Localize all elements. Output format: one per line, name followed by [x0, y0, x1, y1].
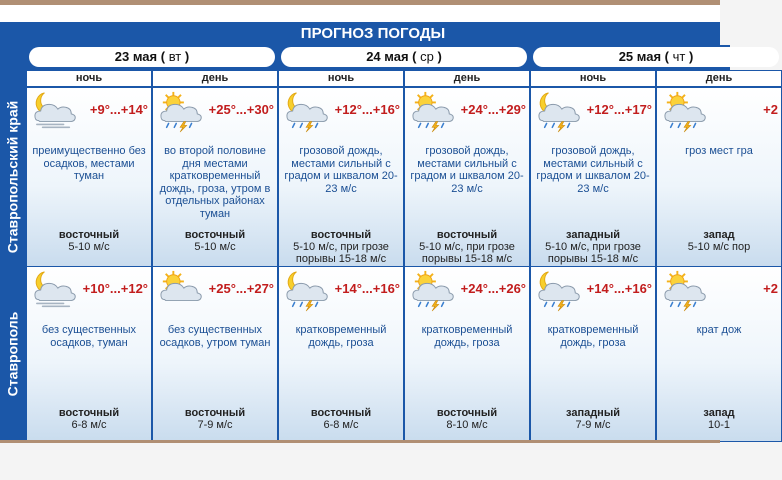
- day-pill-1: 23 мая ( вт ): [29, 47, 275, 67]
- wind-info: [406, 229, 528, 265]
- sun-cloud-rain-thunder-icon: [659, 90, 711, 130]
- weather-description: кратковременный дождь, гроза: [295, 324, 387, 349]
- temperature-range: +24°...+26°: [460, 281, 526, 296]
- temperature-range: +14°...+16°: [334, 281, 400, 296]
- wind-info: [658, 229, 780, 253]
- temperature-range: +12°...+16°: [334, 102, 400, 117]
- weather-description: преимущественно без осадков, местами туман: [32, 145, 146, 182]
- temperature-range: +25°...+27°: [208, 281, 274, 296]
- wind-speed: 10-1: [707, 419, 731, 431]
- wind-direction: восточный: [310, 407, 372, 419]
- forecast-cell: [26, 87, 152, 267]
- weather-description: грозовой дождь, местами сильный с градом и шквалом 20-23 м/с: [410, 145, 524, 195]
- forecast-cell: [656, 266, 782, 442]
- wind-info: [658, 407, 780, 431]
- forecast-cell: [278, 87, 404, 267]
- period-label: день: [152, 70, 278, 87]
- day-header-3: [530, 45, 730, 70]
- temperature-range: +10°...+12°: [82, 281, 148, 296]
- wind-direction: восточный: [436, 407, 498, 419]
- wind-speed: 7-9 м/с: [575, 419, 611, 431]
- wind-direction: восточный: [184, 407, 246, 419]
- forecast-cell: [530, 266, 656, 442]
- weather-description: без существенных осадков, туман: [41, 324, 137, 349]
- wind-info: [532, 407, 654, 431]
- weather-description: грозовой дождь, местами сильный с градом и шквалом 20-23 м/с: [284, 145, 398, 195]
- temperature-range: +2: [763, 281, 778, 296]
- region-label: Ставрополь: [1, 267, 25, 440]
- sun-cloud-rain-thunder-icon: [407, 269, 459, 309]
- moon-cloud-fog-icon: [29, 90, 81, 130]
- forecast-cell: [26, 266, 152, 442]
- temperature-range: +24°...+29°: [460, 102, 526, 117]
- temperature-range: +25°...+30°: [208, 102, 274, 117]
- day-pill-2: 24 мая ( ср ): [281, 47, 527, 67]
- temperature-range: +2: [763, 102, 778, 117]
- wind-info: [154, 407, 276, 431]
- wind-direction: западный: [566, 229, 620, 241]
- period-label: день: [404, 70, 530, 87]
- temperature-range: +12°...+17°: [586, 102, 652, 117]
- day-header-1: [26, 45, 278, 70]
- forecast-cell: [530, 87, 656, 267]
- forecast-cell: [278, 266, 404, 442]
- weather-description: без существенных осадков, утром туман: [159, 324, 271, 349]
- wind-speed: 5-10 м/с пор: [687, 241, 751, 253]
- forecast-cell: [152, 87, 278, 267]
- wind-direction: восточный: [58, 229, 120, 241]
- forecast-cell: [404, 266, 530, 442]
- wind-info: [154, 229, 276, 253]
- period-label: ночь: [26, 70, 152, 87]
- weather-description: гроз мест гра: [685, 145, 753, 157]
- wind-direction: запад: [703, 407, 735, 419]
- day-pill-3: 25 мая ( чт ): [533, 47, 779, 67]
- wind-speed: 5-10 м/с, при грозе порывы 15-18 м/с: [419, 241, 515, 265]
- forecast-cell: [656, 87, 782, 267]
- weather-description: кратковременный дождь, гроза: [421, 324, 513, 349]
- wind-speed: 6-8 м/с: [323, 419, 359, 431]
- wind-speed: 5-10 м/с, при грозе порывы 15-18 м/с: [545, 241, 641, 265]
- wind-direction: западный: [566, 407, 620, 419]
- weather-description: крат дож: [696, 324, 742, 336]
- sun-cloud-icon: [155, 269, 207, 309]
- wind-info: [28, 229, 150, 253]
- weather-description: во второй половине дня местами кратковременный дождь, гроза, утром в отдельных районах туман: [159, 145, 271, 220]
- wind-direction: восточный: [436, 229, 498, 241]
- wind-direction: восточный: [310, 229, 372, 241]
- temperature-range: +9°...+14°: [89, 102, 148, 117]
- wind-direction: запад: [703, 229, 735, 241]
- moon-cloud-fog-icon: [29, 269, 81, 309]
- moon-cloud-rain-thunder-icon: [533, 269, 585, 309]
- forecast-cell: [152, 266, 278, 442]
- moon-cloud-rain-thunder-icon: [533, 90, 585, 130]
- wind-info: [28, 407, 150, 431]
- wind-speed: 7-9 м/с: [197, 419, 233, 431]
- moon-cloud-rain-thunder-icon: [281, 90, 333, 130]
- forecast-cell: [404, 87, 530, 267]
- weather-description: кратковременный дождь, гроза: [547, 324, 639, 349]
- period-label: ночь: [278, 70, 404, 87]
- page-title: ПРОГНОЗ ПОГОДЫ: [26, 22, 720, 45]
- period-label: день: [656, 70, 782, 87]
- wind-speed: 5-10 м/с, при грозе порывы 15-18 м/с: [293, 241, 389, 265]
- sun-cloud-rain-thunder-icon: [407, 90, 459, 130]
- wind-speed: 8-10 м/с: [446, 419, 488, 431]
- region-label: Ставропольский край: [1, 88, 25, 266]
- wind-speed: 6-8 м/с: [71, 419, 107, 431]
- wind-info: [280, 407, 402, 431]
- wind-direction: восточный: [184, 229, 246, 241]
- period-label: ночь: [530, 70, 656, 87]
- wind-info: [406, 407, 528, 431]
- top-border: [0, 0, 720, 5]
- wind-direction: восточный: [58, 407, 120, 419]
- wind-info: [532, 229, 654, 265]
- day-header-2: [278, 45, 530, 70]
- temperature-range: +14°...+16°: [586, 281, 652, 296]
- sun-cloud-rain-thunder-icon: [659, 269, 711, 309]
- wind-speed: 5-10 м/с: [194, 241, 236, 253]
- wind-info: [280, 229, 402, 265]
- moon-cloud-rain-thunder-icon: [281, 269, 333, 309]
- bottom-border: [0, 440, 720, 443]
- wind-speed: 5-10 м/с: [68, 241, 110, 253]
- weather-description: грозовой дождь, местами сильный с градом и шквалом 20-23 м/с: [536, 145, 650, 195]
- sun-cloud-rain-thunder-icon: [155, 90, 207, 130]
